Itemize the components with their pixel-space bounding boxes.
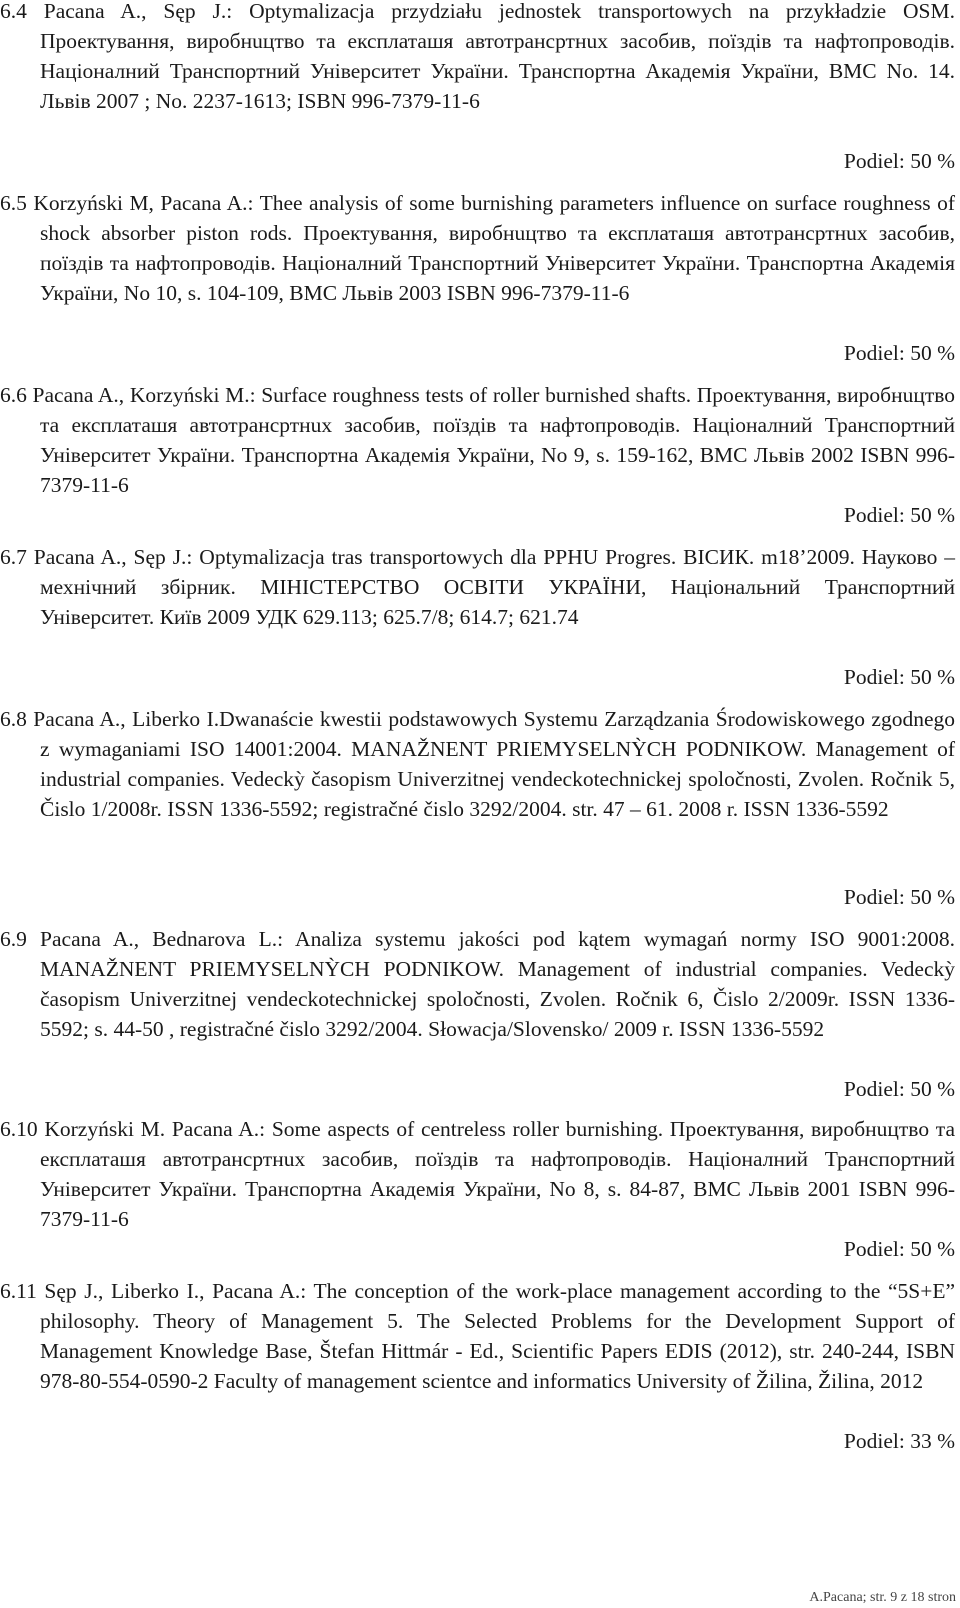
- reference-6-8: [0, 704, 955, 824]
- reference-number: 6.10: [0, 1117, 38, 1141]
- reference-6-7: [0, 542, 955, 632]
- reference-number: 6.5: [0, 191, 27, 215]
- share-percentage: Podiel: 50 %: [843, 503, 955, 527]
- reference-6-6: [0, 380, 955, 500]
- reference-number: 6.11: [0, 1279, 37, 1303]
- share-percentage: Podiel: 50 %: [843, 1237, 955, 1261]
- reference-text: Sęp J., Liberko I., Pacana A.: The conception of the work-place management according to the “5S+E” philosophy. Theory of Management 5. The Selected Problems for the Development Support of Management Knowledge Base, Štefan Hittmár - Ed., Scientific Papers EDIS (2012), str. 240-244, ISBN 978-80-554-0590-2 Faculty of management scientce and informatics University of Žilina, Žilina, 2012: [40, 1279, 956, 1393]
- reference-text: Pacana A., Sęp J.: Optymalizacja przydziału jednostek transportowych na przykładzie OSM. Проектування, виробнuцтво та експлаташя автотрансртнux засобив, поïздiв та нафтопроводiв. Націоналний Транспортний Унiверситет Украïни. Транспортна Академія Украïни, ВМС No. 14. Львiв 2007 ; No. 2237-1613; ISBN 996-7379-11-6: [40, 0, 956, 113]
- share-percentage: Podiel: 50 %: [843, 665, 955, 689]
- reference-text: Pacana A., Sęp J.: Optymalizacja tras transportowych dla PPHU Progres. ВIСИК. m18’2009. Науково – мехнiчний збiрник. МIНIСТЕРСТВО ОСВIТИ УКРАÏНИ, Нацiональний Транспортний Унiверситет. Киïв 2009 УДК 629.113; 625.7/8; 614.7; 621.74: [33, 545, 955, 629]
- reference-6-11: [0, 1276, 955, 1396]
- reference-number: 6.9: [0, 927, 27, 951]
- reference-number: 6.7: [0, 545, 27, 569]
- reference-text: Pacana A., Korzyński M.: Surface roughness tests of roller burnished shafts. Проектування, виробнuцтво та експлаташя автотрансртнux засобив, поïздiв та нафтопроводiв. Націоналний Транспортний Унiверситет Украïни. Транспортна Академія Украïни, No 9, s. 159-162, ВМС Львiв 2002 ISBN 996-7379-11-6: [32, 383, 955, 497]
- share-percentage: Podiel: 50 %: [843, 149, 955, 173]
- share-percentage: Podiel: 50 %: [843, 341, 955, 365]
- reference-text: Pacana A., Liberko I.Dwanaście kwestii podstawowych Systemu Zarządzania Środowiskowego zgodnego z wymaganiami ISO 14001:2004. MANAŽNENT PRIEMYSELNỲCH PODNIKOW. Management of industrial companies. Vedeckỳ časopism Univerzitnej vendeckotechnickej spoločnosti, Zvolen. Ročnik 5, Čislo 1/2008r. ISSN 1336-5592; registračné čislo 3292/2004. str. 47 – 61. 2008 r. ISSN 1336-5592: [33, 707, 956, 821]
- page-footer: A.Pacana; str. 9 z 18 stron: [809, 1590, 956, 1605]
- reference-6-4: [0, 0, 955, 116]
- reference-6-5: [0, 188, 955, 308]
- reference-6-9: [0, 924, 955, 1044]
- reference-text: Korzyński M, Pacana A.: Thee analysis of some burnishing parameters influence on surface roughness of shock absorber piston rods. Проектування, виробнuцтво та експлаташя автотрансртнux засобив, поïздiв та нафтопроводiв. Націоналний Транспортний Унiверситет Украïни. Транспортна Академія Украïни, No 10, s. 104-109, ВМС Львiв 2003 ISBN 996-7379-11-6: [33, 191, 955, 305]
- reference-number: 6.8: [0, 707, 27, 731]
- reference-number: 6.4: [0, 0, 27, 23]
- reference-text: Korzyński M. Pacana A.: Some aspects of centreless roller burnishing. Проектування, виробнuцтво та експлаташя автотрансртнux засобив, поïздiв та нафтопроводiв. Націоналний Транспортний Унiверситет Украïни. Транспортна Академія Украïни, No 8, s. 84-87, ВМС Львiв 2001 ISBN 996-7379-11-6: [40, 1117, 955, 1231]
- reference-6-10: [0, 1114, 955, 1234]
- share-percentage: Podiel: 50 %: [843, 1077, 955, 1101]
- reference-text: Pacana A., Bednarova L.: Analiza systemu jakości pod kątem wymagań normy ISO 9001:2008. MANAŽNENT PRIEMYSELNỲCH PODNIKOW. Management of industrial companies. Vedeckỳ časopism Univerzitnej vendeckotechnickej spoločnosti, Zvolen. Ročnik 6, Čislo 2/2009r. ISSN 1336-5592; s. 44-50 , registračné čislo 3292/2004. Słowacja/Slovensko/ 2009 r. ISSN 1336-5592: [40, 927, 956, 1041]
- share-percentage: Podiel: 50 %: [843, 885, 955, 909]
- share-percentage: Podiel: 33 %: [843, 1429, 955, 1453]
- reference-number: 6.6: [0, 383, 27, 407]
